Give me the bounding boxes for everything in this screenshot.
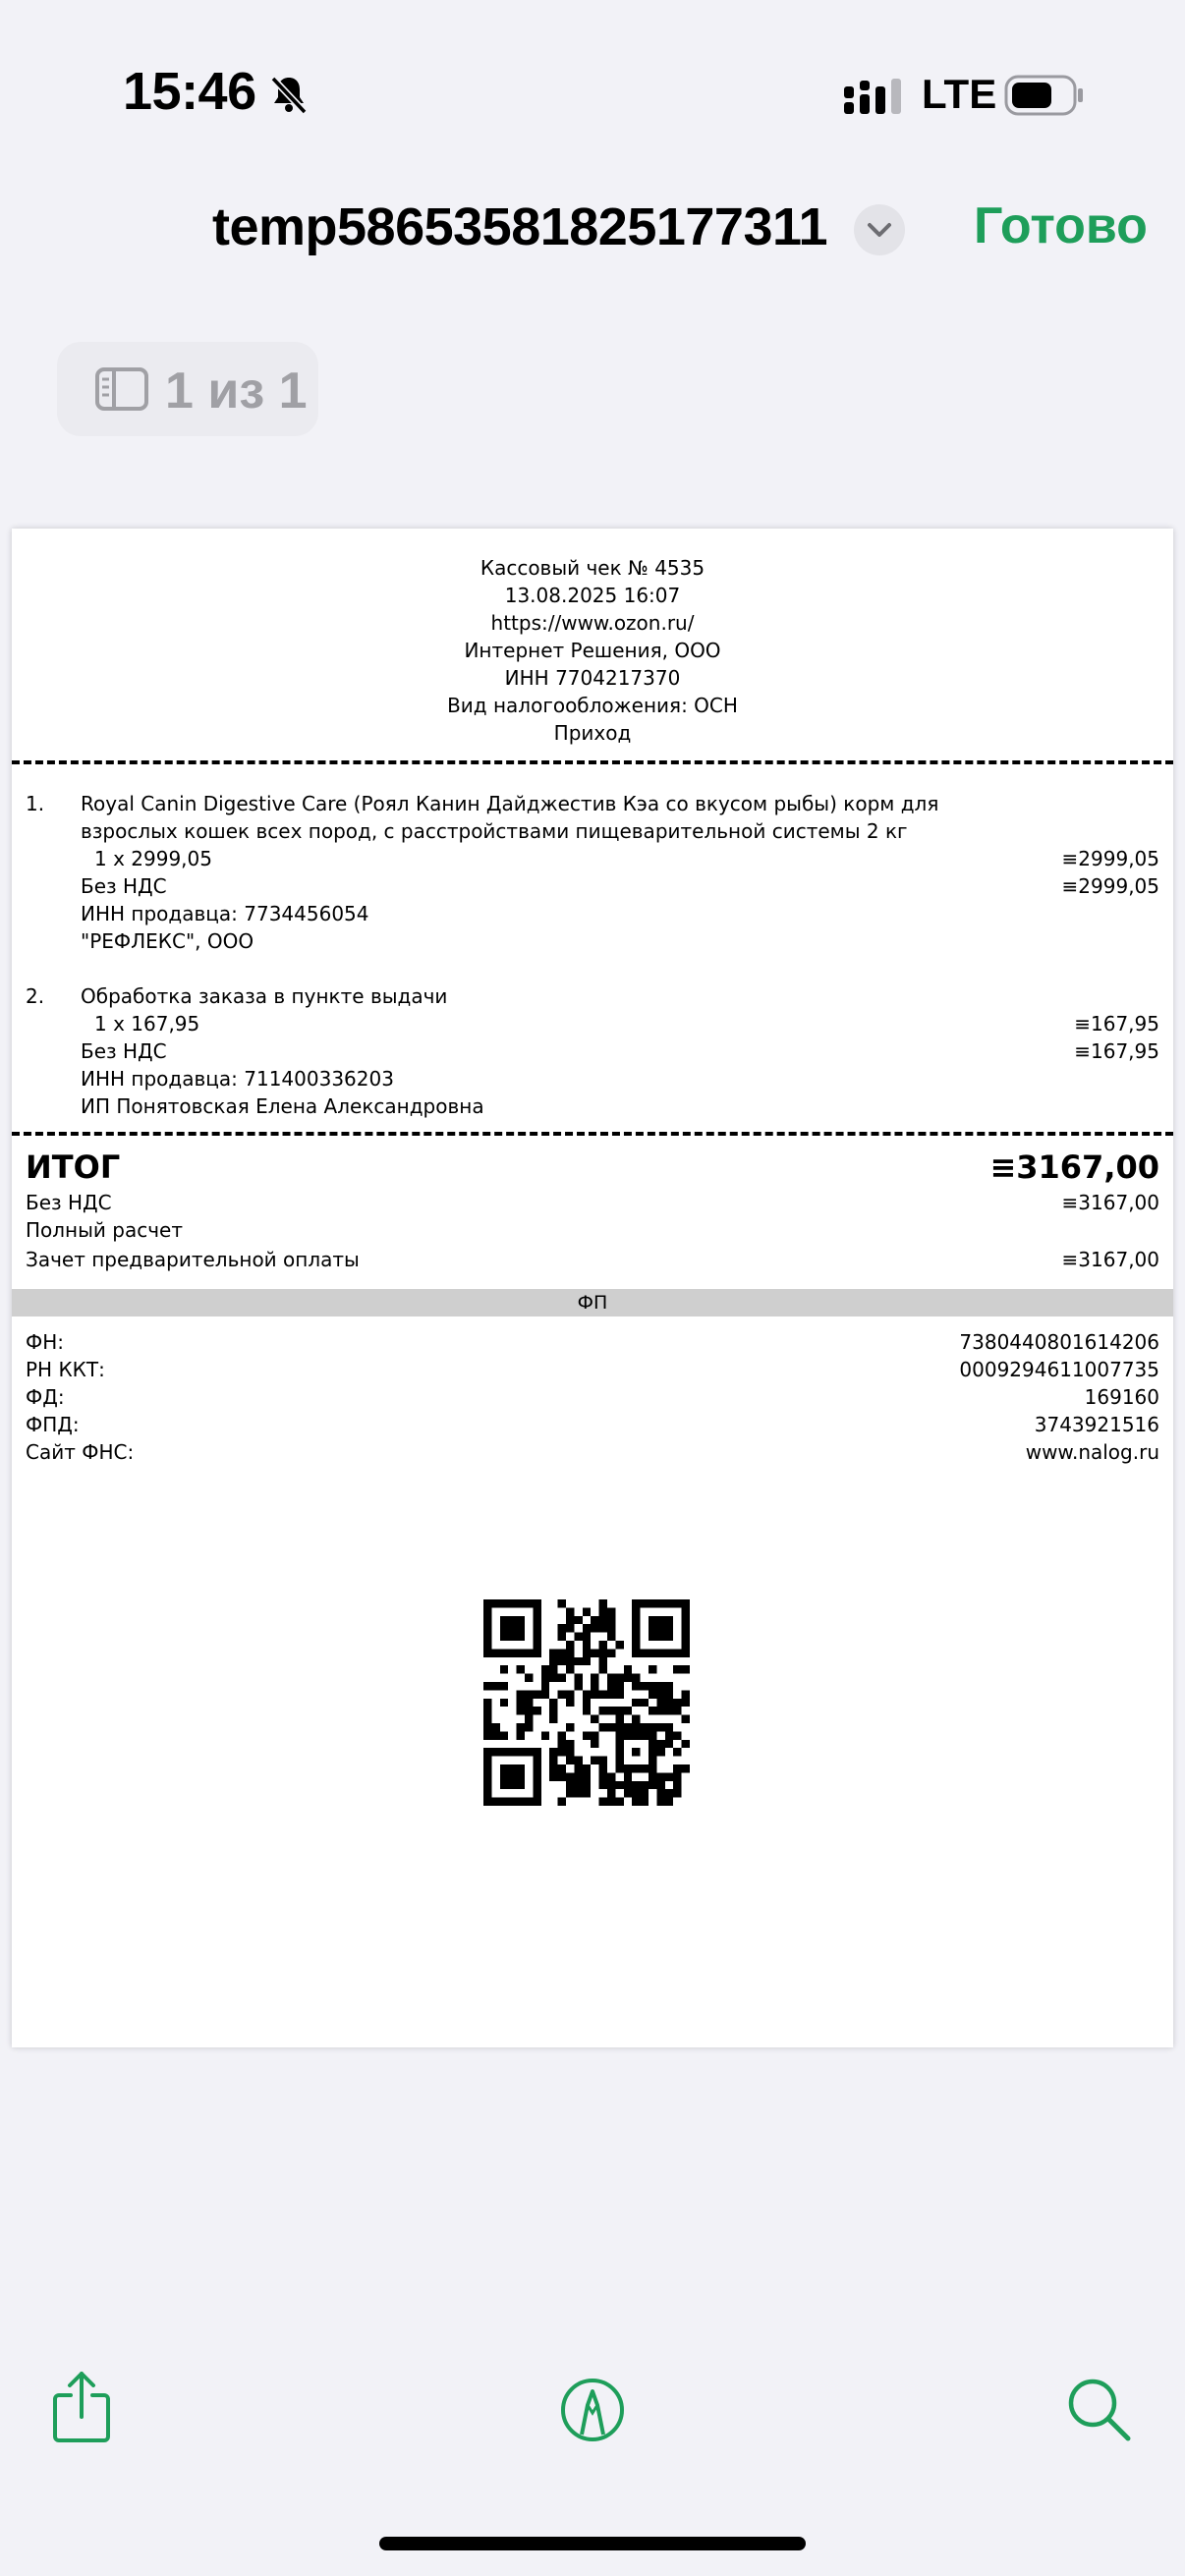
item-number: 2. <box>26 984 45 1008</box>
fiscal-value: 169160 <box>1084 1385 1159 1409</box>
item-seller-name: ИП Понятовская Елена Александровна <box>81 1094 484 1118</box>
status-time: 15:46 <box>123 62 256 121</box>
item-name-line: взрослых кошек всех пород, с расстройствами пищеварительной системы 2 кг <box>81 819 908 843</box>
fiscal-label: ФПД: <box>26 1413 80 1436</box>
total-label: ИТОГ <box>26 1148 121 1186</box>
receipt-date: 13.08.2025 16:07 <box>504 584 681 607</box>
item-vat-total: ≡167,95 <box>1074 1039 1159 1063</box>
item-vat: Без НДС <box>81 1039 167 1063</box>
fiscal-label: Сайт ФНС: <box>26 1440 135 1464</box>
receipt-inn: ИНН 7704217370 <box>504 666 681 690</box>
total-value: ≡3167,00 <box>989 1148 1159 1186</box>
title-menu-button[interactable] <box>854 204 905 255</box>
item-name-line: Обработка заказа в пункте выдачи <box>81 984 448 1008</box>
item-qty-price: 1 x 167,95 <box>94 1012 200 1036</box>
receipt-tax-system: Вид налогообложения: ОСН <box>447 694 738 717</box>
receipt-operation: Приход <box>553 721 632 745</box>
divider <box>12 1132 1173 1136</box>
receipt-number: Кассовый чек № 4535 <box>480 556 705 580</box>
receipt-header <box>12 554 1173 747</box>
fiscal-value: 7380440801614206 <box>959 1330 1159 1354</box>
divider <box>12 760 1173 764</box>
fiscal-value: www.nalog.ru <box>1025 1440 1159 1464</box>
payment-type: Полный расчет <box>26 1218 183 1242</box>
sidebar-icon <box>94 366 149 412</box>
network-label: LTE <box>922 71 997 117</box>
qr-code-icon <box>483 1599 690 1806</box>
item-name-line: Royal Canin Digestive Care (Роял Канин Дайджестив Кэа со вкусом рыбы) корм для <box>81 792 939 815</box>
total-vat-label: Без НДС <box>26 1191 112 1214</box>
item-seller-name: "РЕФЛЕКС", ООО <box>81 929 254 953</box>
page-counter[interactable] <box>57 342 318 436</box>
fiscal-label: ФД: <box>26 1385 65 1409</box>
receipt-page <box>12 529 1173 2047</box>
fiscal-label: ФН: <box>26 1330 64 1354</box>
search-icon[interactable] <box>1065 2376 1134 2444</box>
markup-icon[interactable] <box>560 2378 625 2442</box>
item-number: 1. <box>26 792 45 815</box>
item-seller-inn: ИНН продавца: 7734456054 <box>81 902 369 925</box>
receipt-url: https://www.ozon.ru/ <box>490 611 695 635</box>
receipt-company: Интернет Решения, ООО <box>464 639 721 662</box>
total-vat-value: ≡3167,00 <box>1061 1191 1159 1214</box>
page-counter-label: 1 из 1 <box>165 363 308 420</box>
signal-icon <box>842 77 903 116</box>
document-title[interactable]: temp58653581825177311 <box>212 197 828 256</box>
fiscal-value: 0009294611007735 <box>959 1358 1159 1381</box>
item-qty-total: ≡167,95 <box>1074 1012 1159 1036</box>
fp-section-bar: ФП <box>12 1289 1173 1316</box>
battery-icon <box>1004 75 1085 116</box>
item-seller-inn: ИНН продавца: 711400336203 <box>81 1067 394 1091</box>
prepay-label: Зачет предварительной оплаты <box>26 1248 360 1271</box>
item-qty-total: ≡2999,05 <box>1061 847 1159 870</box>
item-qty-price: 1 x 2999,05 <box>94 847 212 870</box>
done-button[interactable]: Готово <box>974 197 1148 254</box>
home-indicator <box>379 2537 806 2550</box>
chevron-down-icon <box>866 219 893 241</box>
fiscal-label: РН ККТ: <box>26 1358 105 1381</box>
item-vat-total: ≡2999,05 <box>1061 874 1159 898</box>
item-vat: Без НДС <box>81 874 167 898</box>
prepay-value: ≡3167,00 <box>1061 1248 1159 1271</box>
bell-slash-icon <box>267 73 310 116</box>
share-icon[interactable] <box>51 2370 112 2444</box>
fiscal-value: 3743921516 <box>1034 1413 1159 1436</box>
